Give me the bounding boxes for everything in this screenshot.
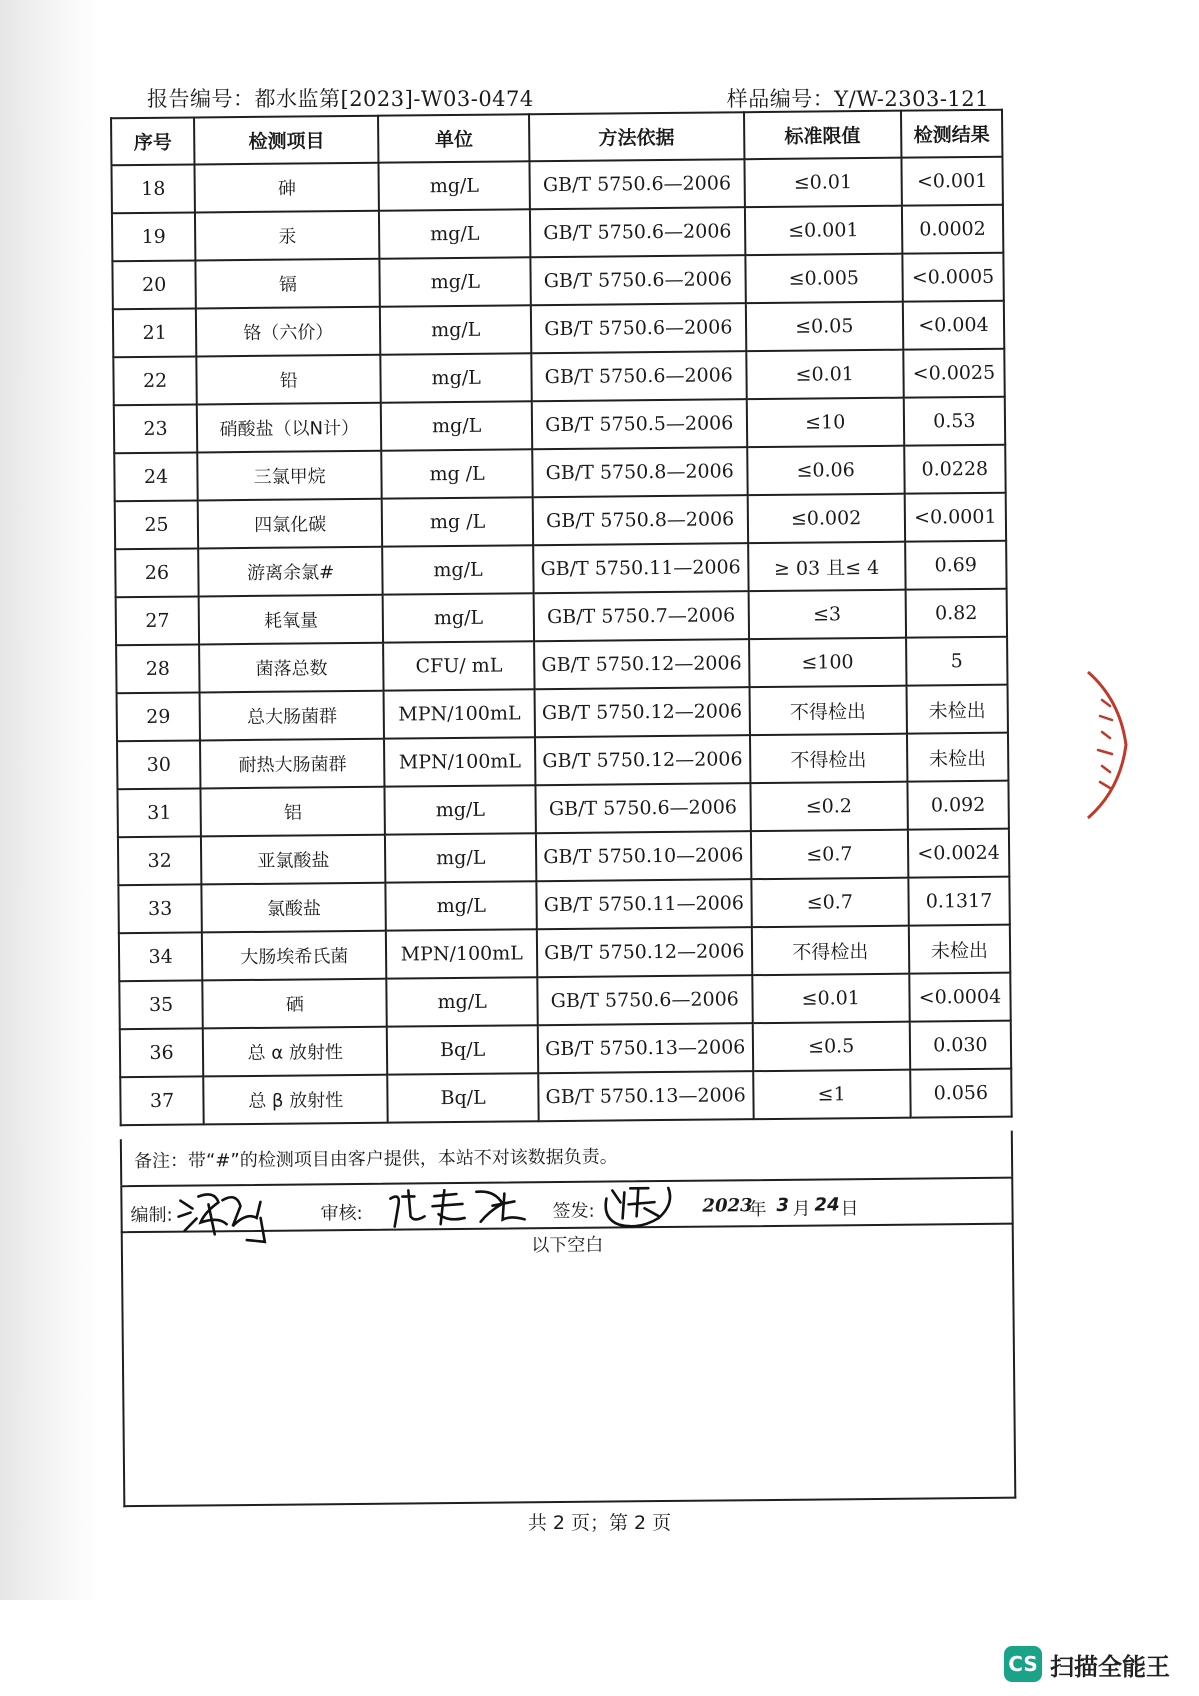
cell-result: 未检出 <box>907 733 1009 782</box>
cell-result: <0.004 <box>903 301 1005 350</box>
table-row <box>111 157 1002 214</box>
cell-result: 5 <box>906 637 1008 686</box>
cell-method: GB/T 5750.6—2006 <box>530 255 745 305</box>
cell-result: 0.092 <box>907 781 1009 830</box>
cell-unit: MPN/100mL <box>386 929 537 978</box>
cell-item: 菌落总数 <box>199 643 384 693</box>
col-header-method: 方法依据 <box>529 112 744 161</box>
cell-result: <0.0024 <box>908 829 1010 878</box>
blank-note: 以下空白 <box>531 1234 604 1257</box>
cell-limit: ≤0.01 <box>746 350 904 400</box>
cell-method: GB/T 5750.11—2006 <box>533 543 748 593</box>
table-row <box>116 637 1007 694</box>
col-header-limit: 标准限值 <box>744 111 902 160</box>
table-row <box>113 301 1004 358</box>
results-table <box>110 109 1013 1127</box>
cell-limit: ≤0.5 <box>752 1022 910 1072</box>
cell-unit: MPN/100mL <box>384 689 535 738</box>
cell-method: GB/T 5750.5—2006 <box>532 399 747 449</box>
cell-result: <0.0004 <box>909 973 1011 1022</box>
cell-method: GB/T 5750.8—2006 <box>533 495 748 545</box>
cell-item: 总 β 放射性 <box>203 1075 388 1125</box>
remarks: 备注：带“#”的检测项目由客户提供，本站不对该数据负责。 <box>120 1131 1013 1186</box>
cell-method: GB/T 5750.12—2006 <box>537 927 752 977</box>
cell-limit: ≤0.01 <box>744 158 902 208</box>
cell-item: 镉 <box>196 259 381 309</box>
page-footer: 共 2 页；第 2 页 <box>527 1512 672 1534</box>
cell-index: 28 <box>116 644 200 693</box>
cell-index: 21 <box>113 308 197 357</box>
report-number: 报告编号：都水监第[2023]-W03-0474 <box>147 87 534 111</box>
cell-index: 24 <box>114 452 198 501</box>
cell-unit: mg/L <box>381 353 532 402</box>
cell-method: GB/T 5750.6—2006 <box>537 975 752 1025</box>
cell-unit: Bq/L <box>387 1025 538 1074</box>
cell-item: 氯酸盐 <box>202 883 387 933</box>
cell-item: 耗氧量 <box>199 595 384 645</box>
col-header-item: 检测项目 <box>194 116 379 165</box>
cell-item: 亚氯酸盐 <box>201 835 386 885</box>
cell-result: 0.1317 <box>908 877 1010 926</box>
cell-index: 23 <box>114 404 198 453</box>
cell-unit: mg/L <box>380 257 531 306</box>
month-char: 月 <box>792 1198 811 1220</box>
cell-index: 29 <box>117 692 201 741</box>
cell-item: 铬（六价） <box>196 307 381 357</box>
sign-day: 24 <box>814 1194 840 1216</box>
cell-limit: ≥ 03 且≤ 4 <box>748 542 906 592</box>
cell-result: <0.0005 <box>902 253 1004 302</box>
cell-limit: ≤1 <box>753 1070 911 1120</box>
cell-item: 汞 <box>195 211 380 261</box>
cell-result: 0.056 <box>910 1069 1012 1118</box>
cell-unit: mg/L <box>385 833 536 882</box>
compiled-label: 编制: <box>130 1204 173 1227</box>
cell-method: GB/T 5750.13—2006 <box>538 1071 753 1121</box>
cell-result: 未检出 <box>906 685 1008 734</box>
col-header-index: 序号 <box>111 117 195 165</box>
table-row <box>118 877 1009 934</box>
cell-result: 0.0002 <box>902 205 1004 254</box>
table-row <box>118 829 1009 886</box>
cell-limit: ≤0.005 <box>745 254 903 304</box>
cell-item: 总 α 放射性 <box>203 1027 388 1077</box>
cell-index: 36 <box>120 1028 204 1077</box>
cell-result: 0.53 <box>904 397 1006 446</box>
cell-index: 32 <box>118 836 202 885</box>
cell-result: <0.001 <box>901 157 1003 206</box>
table-row <box>112 205 1003 262</box>
cell-unit: mg/L <box>387 977 538 1026</box>
cell-method: GB/T 5750.12—2006 <box>534 687 749 737</box>
reviewed-label: 审核: <box>320 1202 363 1225</box>
cell-limit: 不得检出 <box>750 734 908 784</box>
table-row <box>119 925 1010 982</box>
cell-method: GB/T 5750.12—2006 <box>534 639 749 689</box>
sign-year: 2023 <box>702 1195 753 1217</box>
cell-limit: ≤0.05 <box>745 302 903 352</box>
page-edge-shadow <box>0 0 100 1600</box>
cell-index: 27 <box>116 596 200 645</box>
cell-index: 34 <box>119 932 203 981</box>
cell-result: 0.030 <box>910 1021 1012 1070</box>
table-header-row <box>111 110 1002 166</box>
report-sheet <box>110 109 1016 1508</box>
cell-limit: ≤10 <box>746 398 904 448</box>
cell-limit: ≤0.002 <box>747 494 905 544</box>
table-row <box>117 733 1008 790</box>
cell-index: 20 <box>112 260 196 309</box>
reviewer-signature <box>384 1185 534 1230</box>
cell-unit: mg/L <box>383 593 534 642</box>
cell-unit: Bq/L <box>388 1073 539 1122</box>
cell-result: 0.82 <box>905 589 1007 638</box>
cell-method: GB/T 5750.13—2006 <box>538 1023 753 1073</box>
cell-limit: ≤0.2 <box>750 782 908 832</box>
table-row <box>117 781 1008 838</box>
cell-result: <0.0025 <box>903 349 1005 398</box>
cell-limit: ≤0.7 <box>751 878 909 928</box>
cell-index: 33 <box>118 884 202 933</box>
cell-index: 31 <box>117 788 201 837</box>
cell-index: 25 <box>115 500 199 549</box>
table-row <box>115 493 1006 550</box>
cell-method: GB/T 5750.6—2006 <box>531 303 746 353</box>
cell-item: 铅 <box>196 355 381 405</box>
issued-label: 签发: <box>552 1200 595 1223</box>
cell-method: GB/T 5750.6—2006 <box>535 783 750 833</box>
table-row <box>115 541 1006 598</box>
cell-limit: 不得检出 <box>751 926 909 976</box>
cell-index: 26 <box>115 548 199 597</box>
cell-limit: 不得检出 <box>749 686 907 736</box>
cell-unit: mg/L <box>381 401 532 450</box>
table-row <box>112 253 1003 310</box>
cell-method: GB/T 5750.10—2006 <box>536 831 751 881</box>
cell-limit: ≤0.001 <box>744 206 902 256</box>
cell-result: <0.0001 <box>905 493 1007 542</box>
cell-item: 硝酸盐（以N计） <box>197 403 382 453</box>
blank-area <box>121 1223 1017 1508</box>
cell-unit: CFU/ mL <box>383 641 534 690</box>
cell-index: 22 <box>113 356 197 405</box>
table-row <box>120 1069 1011 1126</box>
cell-method: GB/T 5750.6—2006 <box>529 159 744 209</box>
year-char: 年 <box>748 1199 767 1221</box>
sample-number: 样品编号：Y/W-2303-121 <box>726 87 989 111</box>
cell-item: 大肠埃希氏菌 <box>202 931 387 981</box>
cell-result: 0.69 <box>905 541 1007 590</box>
cell-method: GB/T 5750.8—2006 <box>532 447 747 497</box>
cell-unit: mg/L <box>379 209 530 258</box>
cell-index: 35 <box>119 980 203 1029</box>
cell-unit: mg/L <box>386 881 537 930</box>
cs-logo-icon: CS <box>1004 1646 1042 1682</box>
cell-item: 砷 <box>195 163 380 213</box>
col-header-result: 检测结果 <box>901 110 1003 158</box>
cell-limit: ≤0.7 <box>750 830 908 880</box>
cell-unit: mg/L <box>380 305 531 354</box>
cell-index: 37 <box>120 1076 204 1125</box>
table-row <box>117 685 1008 742</box>
cell-limit: ≤0.01 <box>752 974 910 1024</box>
cell-unit: mg/L <box>383 545 534 594</box>
cell-index: 19 <box>112 212 196 261</box>
cell-item: 铝 <box>201 787 386 837</box>
cell-item: 游离余氯# <box>198 547 383 597</box>
cell-method: GB/T 5750.7—2006 <box>534 591 749 641</box>
cell-unit: mg /L <box>382 449 533 498</box>
cell-unit: mg/L <box>379 161 530 210</box>
cell-limit: ≤0.06 <box>747 446 905 496</box>
table-row <box>116 589 1007 646</box>
cell-method: GB/T 5750.6—2006 <box>530 207 745 257</box>
cell-unit: mg /L <box>382 497 533 546</box>
cell-result: 未检出 <box>909 925 1011 974</box>
cell-item: 硒 <box>202 979 387 1029</box>
cell-item: 四氯化碳 <box>198 499 383 549</box>
cell-method: GB/T 5750.12—2006 <box>535 735 750 785</box>
app-name: 扫描全能王 <box>1050 1652 1170 1681</box>
table-row <box>114 445 1005 502</box>
cell-index: 18 <box>111 164 195 213</box>
cell-limit: ≤100 <box>749 638 907 688</box>
cell-item: 耐热大肠菌群 <box>200 739 385 789</box>
cell-result: 0.0228 <box>904 445 1006 494</box>
cell-item: 总大肠菌群 <box>200 691 385 741</box>
cell-unit: MPN/100mL <box>384 737 535 786</box>
table-row <box>119 973 1010 1030</box>
cell-index: 30 <box>117 740 201 789</box>
cell-method: GB/T 5750.6—2006 <box>531 351 746 401</box>
table-row <box>114 397 1005 454</box>
cell-limit: ≤3 <box>748 590 906 640</box>
day-char: 日 <box>840 1198 859 1220</box>
sign-month: 3 <box>776 1194 790 1216</box>
cell-item: 三氯甲烷 <box>197 451 382 501</box>
cell-method: GB/T 5750.11—2006 <box>536 879 751 929</box>
table-row <box>113 349 1004 406</box>
col-header-unit: 单位 <box>378 114 529 162</box>
cell-unit: mg/L <box>385 785 536 834</box>
table-row <box>120 1021 1011 1078</box>
app-watermark <box>1004 1644 1170 1684</box>
seal-stamp-icon <box>1080 660 1140 830</box>
